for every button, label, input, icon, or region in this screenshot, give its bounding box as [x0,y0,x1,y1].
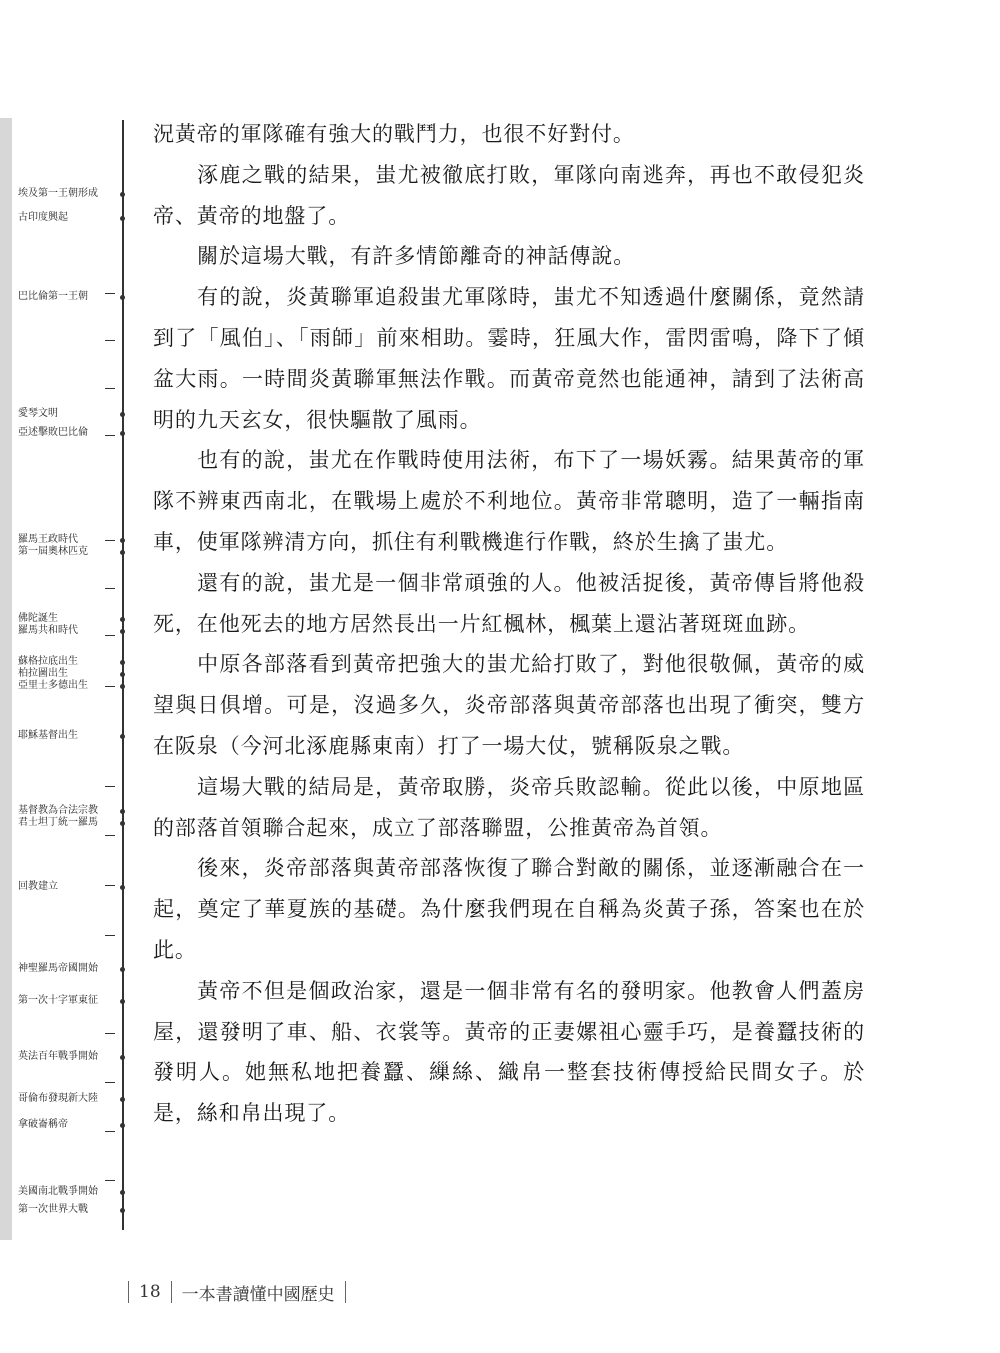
timeline-dot [120,821,125,826]
timeline-tick [105,293,115,294]
body-paragraph: 也有的說，蚩尤在作戰時使用法術，布下了一場妖霧。結果黃帝的軍隊不辨東西南北，在戰場上處於不利地位。黃帝非常聰明，造了一輛指南車，使軍隊辨清方向，抓住有利戰機進行作戰，終於生擒了蚩尤。 [153,448,865,554]
timeline-dot [120,550,125,555]
body-paragraph: 關於這場大戰，有許多情節離奇的神話傳說。 [197,244,636,269]
page-number: 18 [139,1282,161,1302]
timeline-event: 埃及第一王朝形成 [18,188,98,199]
timeline-tick [105,935,115,936]
timeline-tick [105,885,115,886]
timeline-event: 羅馬共和時代 [18,625,78,636]
history-timeline [0,0,140,1353]
timeline-event: 巴比倫第一王朝 [18,291,88,302]
timeline-tick [105,340,115,341]
timeline-event: 蘇格拉底出生 [18,656,78,667]
timeline-event: 柏拉圖出生 [18,668,68,679]
timeline-event: 耶穌基督出生 [18,730,78,741]
timeline-dot [120,1190,125,1195]
timeline-dot [120,1208,125,1213]
timeline-event: 第一屆奧林匹克 [18,546,88,557]
timeline-dot [120,431,125,436]
timeline-tick [105,686,115,687]
timeline-dot [120,412,125,417]
timeline-dot [120,538,125,543]
body-paragraph: 中原各部落看到黃帝把強大的蚩尤給打敗了，對他很敬佩，黃帝的威望與日俱增。可是，沒過多久，炎帝部落與黃帝部落也出現了衝突，雙方在阪泉（今河北涿鹿縣東南）打了一場大仗，號稱阪泉之戰。 [153,652,865,758]
timeline-dot [120,885,125,890]
timeline-event: 第一次十字軍東征 [18,995,98,1006]
timeline-tick [105,1082,115,1083]
timeline-tick [105,1180,115,1181]
timeline-event: 回教建立 [18,881,58,892]
body-paragraph: 有的說，炎黃聯軍追殺蚩尤軍隊時，蚩尤不知透過什麼關係，竟然請到了「風伯」、「雨師」前來相助。霎時，狂風大作，雷閃雷鳴，降下了傾盆大雨。一時間炎黃聯軍無法作戰。而黃帝竟然也能通神，請到了法術高明的九天玄女，很快驅散了風雨。 [153,285,865,432]
timeline-event: 英法百年戰爭開始 [18,1051,98,1062]
timeline-dot [120,1055,125,1060]
timeline-tick [105,1131,115,1132]
book-title: 一本書讀懂中國歷史 [181,1284,335,1305]
timeline-event: 拿破崙稱帝 [18,1119,68,1130]
main-text [153,114,865,1134]
body-paragraph: 還有的說，蚩尤是一個非常頑強的人。他被活捉後，黃帝傳旨將他殺死，在他死去的地方居然長出一片紅楓林，楓葉上還沾著斑斑血跡。 [153,570,865,636]
timeline-dot [120,999,125,1004]
timeline-tick [105,1033,115,1034]
timeline-event: 佛陀誕生 [18,613,58,624]
timeline-event: 哥倫布發現新大陸 [18,1093,98,1104]
timeline-tick [105,540,115,541]
body-paragraph: 涿鹿之戰的結果，蚩尤被徹底打敗，軍隊向南逃奔，再也不敢侵犯炎帝、黃帝的地盤了。 [153,162,865,228]
timeline-event: 古印度興起 [18,212,68,223]
timeline-tick [105,635,115,636]
timeline-dot [120,1097,125,1102]
timeline-dot [120,734,125,739]
body-paragraph: 後來，炎帝部落與黃帝部落恢復了聯合對敵的關係，並逐漸融合在一起，奠定了華夏族的基礎。為什麼我們現在自稱為炎黃子孫，答案也在於此。 [153,856,865,962]
footer-divider [345,1281,346,1303]
timeline-event: 愛琴文明 [18,408,58,419]
page-footer [118,1279,356,1305]
timeline-event: 亞述擊敗巴比倫 [18,427,88,438]
timeline-event: 君士坦丁統一羅馬 [18,817,98,828]
timeline-dot [120,672,125,677]
timeline-event: 羅馬王政時代 [18,534,78,545]
timeline-dot [120,809,125,814]
timeline-dot [120,617,125,622]
timeline-tick [105,588,115,589]
timeline-tick [105,786,115,787]
timeline-event: 神聖羅馬帝國開始 [18,963,98,974]
body-paragraph: 況黃帝的軍隊確有強大的戰鬥力，也很不好對付。 [153,122,635,146]
timeline-event: 基督教為合法宗教 [18,805,98,816]
body-paragraph: 黃帝不但是個政治家，還是一個非常有名的發明家。他教會人們蓋房屋，還發明了車、船、衣裳等。黃帝的正妻嫘祖心靈手巧，是養蠶技術的發明人。她無私地把養蠶、繅絲、織帛一整套技術傳授給民間女子。於是，絲和帛出現了。 [153,978,865,1126]
timeline-tick [105,835,115,836]
timeline-event: 亞里士多德出生 [18,680,88,691]
timeline-dot [120,629,125,634]
body-paragraph: 這場大戰的結局是，黃帝取勝，炎帝兵敗認輸。從此以後，中原地區的部落首領聯合起來，成立了部落聯盟，公推黃帝為首領。 [153,774,865,840]
timeline-dot [120,192,125,197]
timeline-dot [120,967,125,972]
timeline-dot [120,216,125,221]
timeline-dot [120,295,125,300]
footer-divider [128,1281,129,1303]
timeline-event: 美國南北戰爭開始 [18,1186,98,1197]
timeline-tick [105,435,115,436]
timeline-event: 第一次世界大戰 [18,1204,88,1215]
footer-divider [171,1281,172,1303]
timeline-dot [120,1123,125,1128]
timeline-dot [120,684,125,689]
timeline-dot [120,660,125,665]
timeline-tick [105,388,115,389]
paragraph-list [153,114,865,1134]
